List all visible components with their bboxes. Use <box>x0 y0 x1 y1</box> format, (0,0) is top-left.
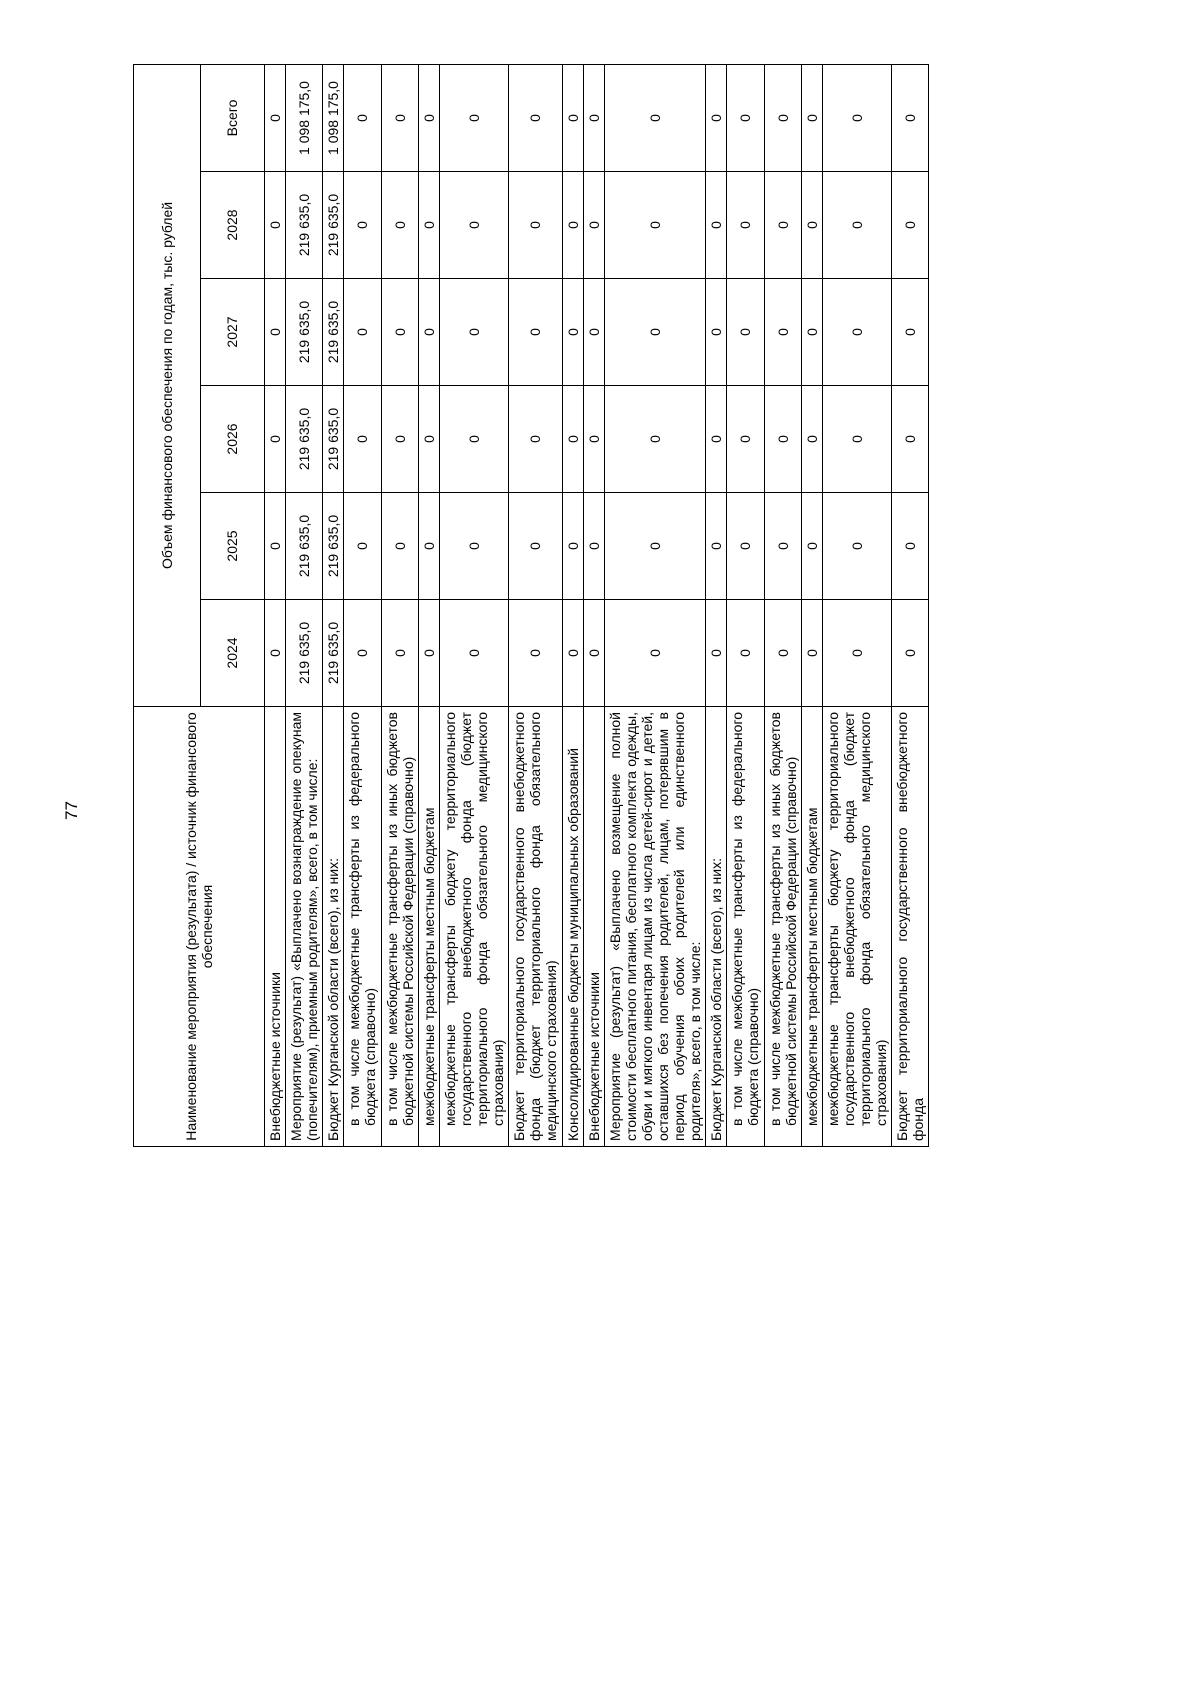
row-year-value: 0 <box>418 493 439 600</box>
row-year-value: 219 635,0 <box>286 600 323 707</box>
row-year-value: 219 635,0 <box>286 386 323 493</box>
row-year-value: 0 <box>562 279 583 386</box>
row-year-value: 0 <box>439 493 508 600</box>
row-year-value: 0 <box>344 172 381 279</box>
header-name-column: Наименование мероприятия (результата) / источник финансового обеспечения <box>134 707 265 1147</box>
row-year-value: 0 <box>509 172 562 279</box>
row-year-value: 0 <box>727 386 764 493</box>
header-year: 2026 <box>201 386 265 493</box>
table-body <box>265 64 929 1146</box>
row-year-value: 219 635,0 <box>323 493 344 600</box>
row-year-value: 0 <box>418 600 439 707</box>
row-total-value: 1 098 175,0 <box>323 64 344 171</box>
row-year-value: 0 <box>764 386 801 493</box>
row-year-value: 0 <box>706 386 727 493</box>
row-year-value: 0 <box>764 493 801 600</box>
header-year: 2028 <box>201 172 265 279</box>
row-year-value: 0 <box>764 279 801 386</box>
row-year-value: 0 <box>439 600 508 707</box>
row-total-value: 0 <box>265 64 286 171</box>
table-row <box>286 64 323 1146</box>
row-year-value: 0 <box>418 279 439 386</box>
header-year: 2027 <box>201 279 265 386</box>
row-year-value: 0 <box>418 386 439 493</box>
table-row <box>764 64 801 1146</box>
row-year-value: 0 <box>604 600 706 707</box>
row-year-value: 0 <box>892 493 929 600</box>
row-total-value: 0 <box>706 64 727 171</box>
row-year-value: 0 <box>381 600 418 707</box>
row-year-value: 0 <box>418 172 439 279</box>
row-year-value: 0 <box>764 172 801 279</box>
row-year-value: 0 <box>706 493 727 600</box>
row-total-value: 0 <box>418 64 439 171</box>
row-label: в том числе межбюджетные трансферты из иных бюджетов бюджетной системы Российской Федерации (справочно) <box>381 707 418 1147</box>
row-year-value: 0 <box>562 172 583 279</box>
row-label: Внебюджетные источники <box>583 707 604 1147</box>
row-year-value: 0 <box>381 172 418 279</box>
row-label: Бюджет территориального государственного внебюджетного фонда (бюджет территориального фонда обязательного медицинского страхования) <box>509 707 562 1147</box>
row-year-value: 0 <box>583 172 604 279</box>
row-year-value: 0 <box>439 279 508 386</box>
table-row <box>439 64 508 1146</box>
row-label: Бюджет Курганской области (всего), из них: <box>323 707 344 1147</box>
row-total-value: 0 <box>822 64 891 171</box>
row-year-value: 0 <box>604 386 706 493</box>
row-total-value: 0 <box>764 64 801 171</box>
row-total-value: 0 <box>439 64 508 171</box>
row-label: Бюджет Курганской области (всего), из них: <box>706 707 727 1147</box>
row-year-value: 0 <box>583 600 604 707</box>
row-label: межбюджетные трансферты местным бюджетам <box>801 707 822 1147</box>
table-header <box>134 64 265 1146</box>
page-number: 77 <box>62 801 81 820</box>
row-year-value: 0 <box>822 172 891 279</box>
row-total-value: 0 <box>562 64 583 171</box>
row-year-value: 0 <box>822 386 891 493</box>
row-year-value: 0 <box>509 386 562 493</box>
row-label: межбюджетные трансферты бюджету территориального государственного внебюджетного фонда (бюджет территориального фонда обязательного медицинского страхования) <box>439 707 508 1147</box>
header-year: 2025 <box>201 493 265 600</box>
row-year-value: 0 <box>344 386 381 493</box>
table-row <box>323 64 344 1146</box>
row-year-value: 0 <box>727 493 764 600</box>
table-row <box>418 64 439 1146</box>
row-year-value: 0 <box>801 172 822 279</box>
row-total-value: 0 <box>727 64 764 171</box>
table-row <box>509 64 562 1146</box>
row-year-value: 0 <box>509 493 562 600</box>
row-label: Внебюджетные источники <box>265 707 286 1147</box>
row-year-value: 0 <box>509 279 562 386</box>
row-year-value: 219 635,0 <box>286 172 323 279</box>
table-row <box>265 64 286 1146</box>
row-year-value: 0 <box>727 172 764 279</box>
table-row <box>604 64 706 1146</box>
row-year-value: 0 <box>727 279 764 386</box>
row-year-value: 0 <box>381 386 418 493</box>
row-year-value: 0 <box>892 172 929 279</box>
row-year-value: 0 <box>439 172 508 279</box>
table-row <box>822 64 891 1146</box>
table-row <box>801 64 822 1146</box>
row-year-value: 0 <box>604 493 706 600</box>
row-label: в том числе межбюджетные трансферты из федерального бюджета (справочно) <box>727 707 764 1147</box>
row-year-value: 0 <box>706 172 727 279</box>
table-row <box>562 64 583 1146</box>
row-year-value: 0 <box>265 493 286 600</box>
row-year-value: 0 <box>562 386 583 493</box>
row-year-value: 219 635,0 <box>286 279 323 386</box>
row-year-value: 0 <box>801 279 822 386</box>
row-year-value: 0 <box>381 279 418 386</box>
row-year-value: 0 <box>344 493 381 600</box>
row-total-value: 0 <box>344 64 381 171</box>
table-row <box>706 64 727 1146</box>
row-year-value: 0 <box>265 600 286 707</box>
table-row <box>381 64 418 1146</box>
table-row <box>583 64 604 1146</box>
table-row <box>727 64 764 1146</box>
row-year-value: 0 <box>583 386 604 493</box>
row-year-value: 219 635,0 <box>286 493 323 600</box>
header-volume: Объем финансового обеспечения по годам, тыс. рублей <box>134 64 201 706</box>
row-label: Бюджет территориального государственного внебюджетного фонда <box>892 707 929 1147</box>
row-year-value: 219 635,0 <box>323 172 344 279</box>
row-year-value: 0 <box>727 600 764 707</box>
row-year-value: 0 <box>265 279 286 386</box>
row-year-value: 0 <box>562 493 583 600</box>
row-year-value: 0 <box>822 600 891 707</box>
row-year-value: 219 635,0 <box>323 386 344 493</box>
row-label: межбюджетные трансферты бюджету территориального государственного внебюджетного фонда (бюджет территориального фонда обязательного медицинского страхования) <box>822 707 891 1147</box>
row-label: Консолидированные бюджеты муниципальных образований <box>562 707 583 1147</box>
row-year-value: 0 <box>265 386 286 493</box>
row-year-value: 0 <box>604 172 706 279</box>
row-year-value: 0 <box>764 600 801 707</box>
row-year-value: 219 635,0 <box>323 600 344 707</box>
header-total: Всего <box>201 64 265 171</box>
row-year-value: 0 <box>822 279 891 386</box>
row-total-value: 0 <box>509 64 562 171</box>
row-total-value: 0 <box>604 64 706 171</box>
row-year-value: 219 635,0 <box>323 279 344 386</box>
row-total-value: 0 <box>381 64 418 171</box>
financing-table <box>133 64 929 1147</box>
row-year-value: 0 <box>265 172 286 279</box>
row-year-value: 0 <box>892 386 929 493</box>
row-year-value: 0 <box>604 279 706 386</box>
row-year-value: 0 <box>706 600 727 707</box>
row-year-value: 0 <box>439 386 508 493</box>
row-year-value: 0 <box>344 279 381 386</box>
row-total-value: 1 098 175,0 <box>286 64 323 171</box>
row-total-value: 0 <box>583 64 604 171</box>
row-year-value: 0 <box>583 279 604 386</box>
table-row <box>344 64 381 1146</box>
row-year-value: 0 <box>801 600 822 707</box>
row-total-value: 0 <box>892 64 929 171</box>
header-year: 2024 <box>201 600 265 707</box>
row-year-value: 0 <box>801 493 822 600</box>
table-row <box>892 64 929 1146</box>
row-year-value: 0 <box>562 600 583 707</box>
row-label: Мероприятие (результат) «Выплачено вознаграждение опекунам (попечителям), приемным родителям», всего, в том числе: <box>286 707 323 1147</box>
row-year-value: 0 <box>801 386 822 493</box>
row-label: в том числе межбюджетные трансферты из иных бюджетов бюджетной системы Российской Федерации (справочно) <box>764 707 801 1147</box>
row-label: Мероприятие (результат) «Выплачено возмещение полной стоимости бесплатного питания, бесплатного комплекта одежды, обуви и мягкого инвентаря лицам из числа детей-сирот и детей, оставшихся без попечения родителей, лицам, потерявшим в период обучения обоих родителей или единственного родителя», всего, в том числе: <box>604 707 706 1147</box>
row-year-value: 0 <box>381 493 418 600</box>
row-year-value: 0 <box>892 600 929 707</box>
row-year-value: 0 <box>583 493 604 600</box>
row-year-value: 0 <box>344 600 381 707</box>
row-total-value: 0 <box>801 64 822 171</box>
row-year-value: 0 <box>706 279 727 386</box>
row-label: межбюджетные трансферты местным бюджетам <box>418 707 439 1147</box>
row-year-value: 0 <box>822 493 891 600</box>
row-year-value: 0 <box>892 279 929 386</box>
rotated-table-wrapper <box>133 65 1110 1147</box>
row-label: в том числе межбюджетные трансферты из федерального бюджета (справочно) <box>344 707 381 1147</box>
row-year-value: 0 <box>509 600 562 707</box>
